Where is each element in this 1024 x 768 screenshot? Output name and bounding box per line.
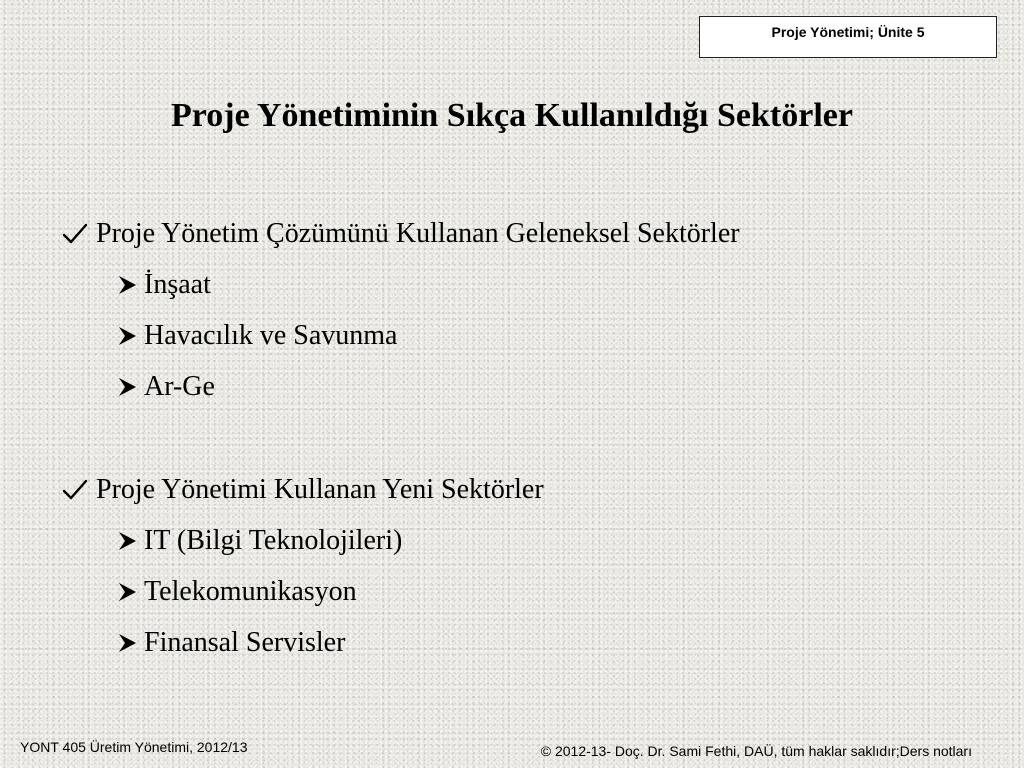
- footer-course: YONT 405 Üretim Yönetimi, 2012/13: [20, 739, 248, 755]
- arrowhead-icon: [116, 325, 138, 347]
- arrowhead-icon: [116, 581, 138, 603]
- slide-title: Proje Yönetiminin Sıkça Kullanıldığı Sektörler: [171, 97, 853, 134]
- section-heading: [62, 218, 740, 250]
- section-heading-text: Proje Yönetim Çözümünü Kullanan Geleneksel Sektörler: [96, 218, 740, 249]
- arrowhead-icon: [116, 274, 138, 296]
- list-item-text: Finansal Servisler: [144, 627, 346, 658]
- checkmark-icon: [62, 223, 88, 245]
- footer-copyright: © 2012-13- Doç. Dr. Sami Fethi, DAÜ, tüm haklar saklıdır;Ders notları: [540, 743, 972, 759]
- list-item-text: IT (Bilgi Teknolojileri): [144, 525, 403, 556]
- list-item: [116, 576, 357, 608]
- section-heading: [62, 474, 544, 506]
- list-item: [116, 525, 402, 557]
- list-item-text: Ar-Ge: [144, 371, 215, 402]
- arrowhead-icon: [116, 530, 138, 552]
- list-item: [116, 269, 211, 301]
- unit-label: Proje Yönetimi; Ünite 5: [771, 24, 925, 40]
- arrowhead-icon: [116, 632, 138, 654]
- arrowhead-icon: [116, 376, 138, 398]
- list-item: [116, 371, 215, 403]
- list-item: [116, 320, 397, 352]
- list-item-text: İnşaat: [144, 269, 211, 300]
- list-item-text: Telekomunikasyon: [144, 576, 357, 607]
- section-heading-text: Proje Yönetimi Kullanan Yeni Sektörler: [96, 474, 544, 505]
- checkmark-icon: [62, 479, 88, 501]
- list-item: [116, 627, 345, 659]
- list-item-text: Havacılık ve Savunma: [144, 320, 398, 351]
